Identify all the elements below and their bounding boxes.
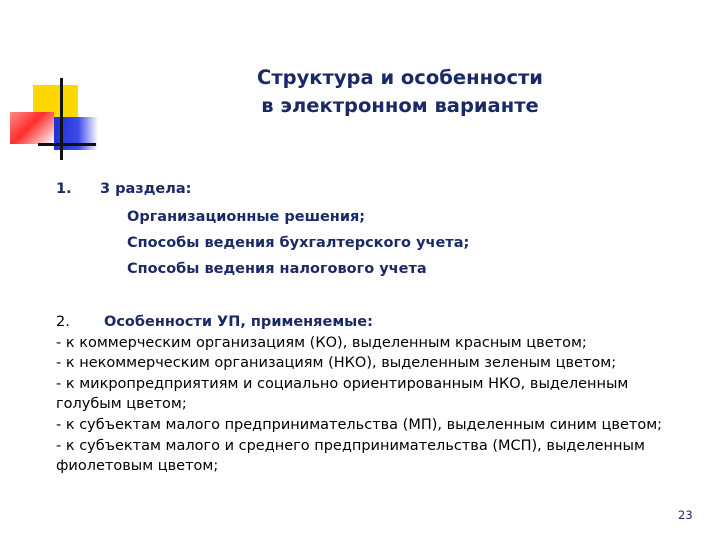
section-1-number: 1. — [56, 181, 72, 197]
section-2-line: - к микропредприятиям и социально ориентированным НКО, выделенным — [56, 375, 629, 392]
section-1-heading: 3 раздела: — [100, 181, 192, 197]
section-2 — [56, 312, 716, 477]
section-2-line: - к коммерческим организациям (КО), выделенным красным цветом; — [56, 334, 587, 351]
section-1-item: Способы ведения бухгалтерского учета; — [127, 235, 470, 251]
section-1-item: Способы ведения налогового учета — [127, 261, 427, 277]
section-2-line: - к субъектам малого предпринимательства (МП), выделенным синим цветом; — [56, 416, 663, 433]
section-2-heading: Особенности УП, применяемые: — [104, 314, 373, 330]
section-1-item: Организационные решения; — [127, 209, 366, 225]
section-2-line: голубым цветом; — [56, 396, 187, 413]
section-2-line: - к субъектам малого и среднего предпринимательства (МСП), выделенным — [56, 437, 645, 454]
section-2-number: 2. — [56, 314, 70, 330]
section-2-heading-row — [56, 312, 716, 333]
slide-title-line-2: в электронном варианте — [261, 94, 539, 117]
page-number: 23 — [678, 508, 693, 522]
section-2-line: - к некоммерческим организациям (НКО), выделенным зеленым цветом; — [56, 355, 617, 372]
slide-title — [140, 64, 660, 120]
decor-red-square — [10, 112, 54, 144]
decor-vertical-line — [60, 78, 63, 160]
slide-title-line-1: Структура и особенности — [257, 66, 543, 89]
decor-horizontal-line — [38, 143, 96, 146]
section-2-line: фиолетовым цветом; — [56, 458, 219, 475]
